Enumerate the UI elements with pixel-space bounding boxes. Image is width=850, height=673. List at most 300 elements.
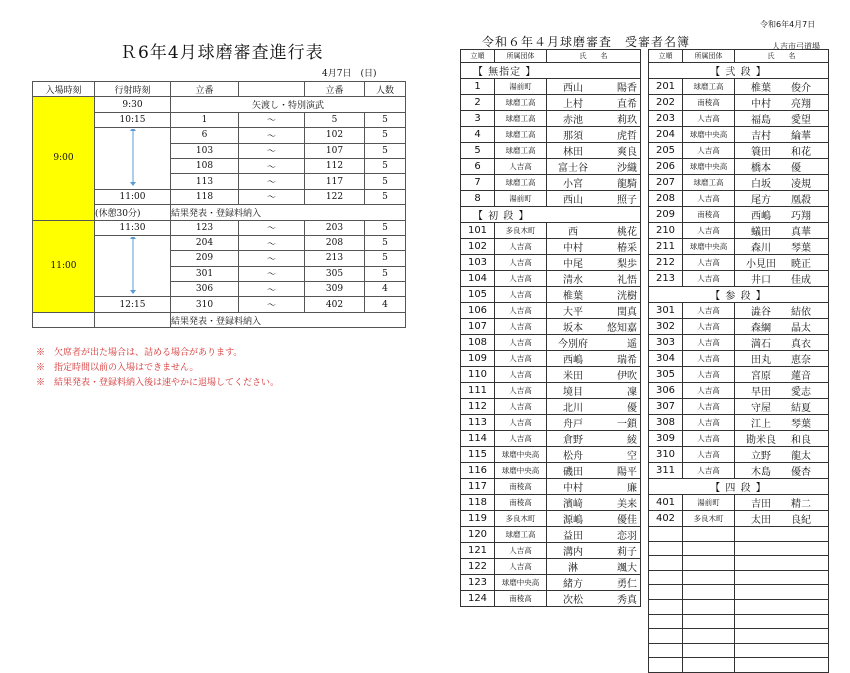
name-cell [547,367,641,383]
org-cell: 人吉高 [683,111,735,127]
name-cell [735,255,829,271]
name-cell [735,95,829,111]
surname: 森川 [751,243,771,254]
name-cell [735,511,829,527]
given-name: 桃花 [617,227,637,238]
tilde-cell: 〜 [239,266,305,281]
empty-cell [649,629,683,644]
tachi-to-cell: 305 [305,266,365,281]
note-line: ※ 結果発表・登録料納入後は速やかに退場してください。 [36,378,280,388]
org-cell: 人吉高 [683,431,735,447]
order-cell: 2 [461,95,495,111]
surname: 吉村 [751,131,771,142]
surname: 木島 [751,467,771,478]
roster-section-row [649,287,829,303]
roster-row [461,239,641,255]
org-cell: 球磨工高 [683,175,735,191]
surname: 中村 [563,483,583,494]
name-cell [735,335,829,351]
order-cell: 206 [649,159,683,175]
shoot-time-cell: (休憩30分) [95,205,171,220]
org-cell: 球磨工高 [495,95,547,111]
surname: 米田 [563,371,583,382]
given-name: 和良 [791,435,811,446]
roster-row [649,399,829,415]
given-name: 凜 [627,387,637,398]
name-cell [547,399,641,415]
given-name: 琴葉 [791,243,811,254]
org-cell: 南稜高 [683,95,735,111]
order-cell: 210 [649,223,683,239]
roster-title: 令和６年４月球磨審査 受審者名簿 [482,35,691,49]
given-name: 綸華 [791,131,811,142]
tachi-from-cell: 310 [171,297,239,312]
name-cell [735,399,829,415]
section-label: 【 参 段 】 [649,287,829,303]
name-cell [547,159,641,175]
empty-cell [649,614,683,629]
roster-header-name: 氏 名 [735,50,829,63]
tachi-to-cell: 309 [305,282,365,297]
roster-empty-row [649,643,829,658]
surname: 立野 [751,451,771,462]
given-name: 沙織 [617,163,637,174]
empty-cell [735,585,829,600]
given-name: 真衣 [791,339,811,350]
name-cell [547,575,641,591]
schedule-row [33,220,406,235]
empty-cell [649,599,683,614]
order-cell: 7 [461,175,495,191]
schedule-header-row [33,82,406,97]
org-cell: 人吉高 [495,303,547,319]
org-cell: 球磨工高 [495,111,547,127]
tachi-to-cell: 208 [305,235,365,250]
tachi-from-cell: 113 [171,174,239,189]
surname: 小見田 [746,259,776,270]
roster-row [649,143,829,159]
org-cell: 南稜高 [495,495,547,511]
name-cell [735,159,829,175]
surname: 蟻田 [751,227,771,238]
roster-row [649,367,829,383]
name-cell [735,111,829,127]
name-cell [735,383,829,399]
tachi-to-cell: 117 [305,174,365,189]
name-cell [547,495,641,511]
surname: 溝内 [563,547,583,558]
order-cell: 310 [649,447,683,463]
org-cell: 南稜高 [495,591,547,607]
schedule-table [32,81,406,328]
span-note-cell: 矢渡し・特別演武 [171,97,406,112]
time-arrow-cell [95,235,171,297]
given-name: 伊吹 [617,371,637,382]
org-cell: 人吉高 [683,223,735,239]
count-cell: 5 [365,251,406,266]
roster-empty-row [649,527,829,542]
given-name: 結夏 [791,403,811,414]
org-cell: 湯前町 [495,191,547,207]
name-cell [735,143,829,159]
roster-empty-row [649,585,829,600]
roster-row [461,543,641,559]
count-cell: 5 [365,220,406,235]
roster-row [649,383,829,399]
count-cell: 5 [365,128,406,143]
surname: 中村 [751,99,771,110]
tachi-from-cell: 209 [171,251,239,266]
count-cell: 5 [365,158,406,173]
order-cell: 311 [649,463,683,479]
name-cell [547,383,641,399]
surname: 西嶋 [751,211,771,222]
given-name: 遥 [627,339,637,350]
count-cell: 5 [365,143,406,158]
empty-cell [683,585,735,600]
section-label: 【 弐 段 】 [649,63,829,79]
tilde-cell: 〜 [239,189,305,204]
org-cell: 人吉高 [683,303,735,319]
empty-cell [735,643,829,658]
tilde-cell: 〜 [239,158,305,173]
roster-row [649,319,829,335]
name-cell [735,191,829,207]
tachi-to-cell: 5 [305,112,365,127]
surname: 橋本 [751,163,771,174]
roster-row [649,447,829,463]
roster-row [461,319,641,335]
order-cell: 305 [649,367,683,383]
schedule-row [33,312,406,327]
surname: 満石 [751,339,771,350]
tilde-cell: 〜 [239,282,305,297]
surname: 舟戸 [563,419,583,430]
header-tachi-to: 立番 [305,82,365,97]
order-cell: 111 [461,383,495,399]
empty-cell [735,614,829,629]
org-cell: 南稜高 [683,207,735,223]
header-entry-time: 入場時刻 [33,82,95,97]
order-cell: 202 [649,95,683,111]
roster-row [461,79,641,95]
given-name: 莉玖 [617,115,637,126]
roster-row [461,351,641,367]
org-cell: 人吉高 [495,431,547,447]
name-cell [547,223,641,239]
surname: 森綱 [751,323,771,334]
given-name: 優 [791,163,801,174]
given-name: 虎哲 [617,131,637,142]
name-cell [547,175,641,191]
shoot-time-cell [95,312,171,327]
org-cell: 人吉高 [683,463,735,479]
given-name: 優佳 [617,515,637,526]
empty-cell [735,599,829,614]
roster-row [649,95,829,111]
tachi-to-cell: 107 [305,143,365,158]
order-cell: 123 [461,575,495,591]
entry-time-cell: 11:00 [33,220,95,312]
roster-row [461,495,641,511]
name-cell [735,271,829,287]
surname: 北川 [563,403,583,414]
empty-cell [683,599,735,614]
order-cell: 110 [461,367,495,383]
surname: 澁谷 [751,307,771,318]
given-name: 結依 [791,307,811,318]
tilde-cell: 〜 [239,174,305,189]
org-cell: 球磨工高 [495,527,547,543]
empty-cell [735,658,829,673]
name-cell [547,79,641,95]
order-cell: 109 [461,351,495,367]
roster-row [461,335,641,351]
name-cell [547,591,641,607]
roster-row [461,399,641,415]
org-cell: 球磨工高 [495,127,547,143]
roster-row [461,191,641,207]
org-cell: 球磨工高 [495,175,547,191]
given-name: 優杏 [791,467,811,478]
name-cell [547,543,641,559]
given-name: 俊介 [791,83,811,94]
order-cell: 104 [461,271,495,287]
name-cell [547,511,641,527]
surname: 田丸 [751,355,771,366]
name-cell [735,303,829,319]
surname: 大平 [563,307,583,318]
org-cell: 球磨中央高 [683,159,735,175]
roster-empty-row [649,556,829,571]
name-cell [735,239,829,255]
org-cell: 人吉高 [683,399,735,415]
order-cell: 103 [461,255,495,271]
given-name: 恋羽 [617,531,637,542]
surname: 吉田 [751,499,771,510]
empty-cell [649,570,683,585]
order-cell: 3 [461,111,495,127]
surname: 今別府 [558,339,588,350]
surname: 西山 [563,83,583,94]
roster-row [649,351,829,367]
roster-row [461,303,641,319]
tilde-cell: 〜 [239,143,305,158]
surname: 小宮 [563,179,583,190]
roster-row [461,447,641,463]
surname: 江上 [751,419,771,430]
roster-section-row [461,207,641,223]
name-cell [547,431,641,447]
roster-row [461,463,641,479]
name-cell [735,447,829,463]
empty-cell [735,541,829,556]
name-cell [735,351,829,367]
surname: 濱﨑 [563,499,583,510]
given-name: 陽香 [617,83,637,94]
given-name: 暁正 [791,259,811,270]
order-cell: 309 [649,431,683,447]
surname: 林田 [563,147,583,158]
org-cell: 球磨中央高 [495,575,547,591]
roster-row [461,159,641,175]
roster-header-row [649,50,829,63]
roster-row [649,495,829,511]
empty-cell [649,585,683,600]
roster-row [649,511,829,527]
roster-row [461,367,641,383]
name-cell [735,463,829,479]
org-cell: 多良木町 [495,511,547,527]
given-name: 秀真 [617,595,637,606]
roster-empty-row [649,614,829,629]
header-count: 人数 [365,82,406,97]
order-cell: 402 [649,511,683,527]
roster-header-name: 氏 名 [547,50,641,63]
name-cell [735,431,829,447]
tilde-cell: 〜 [239,112,305,127]
surname: 勘米良 [746,435,776,446]
org-cell: 人吉高 [495,415,547,431]
name-cell [547,239,641,255]
shoot-time-cell: 11:30 [95,220,171,235]
surname: 早田 [751,387,771,398]
given-name: 愛志 [791,387,811,398]
org-cell: 湯前町 [683,495,735,511]
given-name: 爽良 [617,147,637,158]
name-cell [547,415,641,431]
order-cell: 205 [649,143,683,159]
tachi-from-cell: 6 [171,128,239,143]
down-arrow-icon [129,237,137,295]
empty-cell [649,541,683,556]
tachi-from-cell: 123 [171,220,239,235]
surname: 尾方 [751,195,771,206]
order-cell: 117 [461,479,495,495]
count-cell: 5 [365,174,406,189]
name-cell [735,367,829,383]
tachi-from-cell: 1 [171,112,239,127]
roster-row [649,303,829,319]
surname: 松舟 [563,451,583,462]
given-name: 莉子 [617,547,637,558]
roster-row [649,239,829,255]
tachi-to-cell: 102 [305,128,365,143]
roster-row [461,175,641,191]
order-cell: 213 [649,271,683,287]
roster-row [461,271,641,287]
empty-cell [683,629,735,644]
given-name: 琴葉 [791,419,811,430]
roster-row [461,527,641,543]
given-name: 凰殺 [791,195,811,206]
surname: 西山 [563,195,583,206]
surname: 白坂 [751,179,771,190]
tilde-cell: 〜 [239,220,305,235]
roster-header-org: 所属団体 [495,50,547,63]
given-name: 綾 [627,435,637,446]
given-name: 照子 [617,195,637,206]
empty-cell [683,570,735,585]
empty-cell [649,658,683,673]
order-cell: 101 [461,223,495,239]
roster-section-row [461,63,641,79]
roster-row [649,79,829,95]
shoot-time-cell: 12:15 [95,297,171,312]
name-cell [547,111,641,127]
order-cell: 118 [461,495,495,511]
surname: 境目 [563,387,583,398]
tilde-cell: 〜 [239,128,305,143]
name-cell [547,463,641,479]
order-cell: 1 [461,79,495,95]
surname: 守屋 [751,403,771,414]
roster-row [649,223,829,239]
roster-empty-row [649,570,829,585]
org-cell: 人吉高 [495,559,547,575]
org-cell: 人吉高 [683,335,735,351]
order-cell: 113 [461,415,495,431]
order-cell: 124 [461,591,495,607]
roster-empty-row [649,541,829,556]
time-arrow-cell [95,128,171,190]
given-name: 悠知嘉 [607,323,637,334]
name-cell [547,143,641,159]
name-cell [735,207,829,223]
given-name: 空 [627,451,637,462]
roster-header-org: 所属団体 [683,50,735,63]
org-cell: 人吉高 [683,367,735,383]
given-name: 凌規 [791,179,811,190]
surname: 上村 [563,99,583,110]
given-name: 美来 [617,499,637,510]
roster-row [461,111,641,127]
org-cell: 人吉高 [495,255,547,271]
empty-cell [735,527,829,542]
section-label: 【 初 段 】 [461,207,641,223]
given-name: 礼悟 [617,275,637,286]
surname: 福島 [751,115,771,126]
given-name: 蓮音 [791,371,811,382]
given-name: 龍太 [791,451,811,462]
surname: 次松 [563,595,583,606]
given-name: 龍騎 [617,179,637,190]
org-cell: 人吉高 [683,319,735,335]
order-cell: 108 [461,335,495,351]
roster-header-order: 立順 [649,50,683,63]
roster-organizer: 人吉市弓道場 [772,42,820,51]
org-cell: 球磨中央高 [495,447,547,463]
org-cell: 多良木町 [683,511,735,527]
name-cell [547,127,641,143]
section-label: 【 無指定 】 [461,63,641,79]
given-name: 廉 [627,483,637,494]
surname: 那須 [563,131,583,142]
order-cell: 301 [649,303,683,319]
empty-cell [735,629,829,644]
surname: 椎葉 [563,291,583,302]
order-cell: 6 [461,159,495,175]
empty-cell [735,570,829,585]
org-cell: 人吉高 [683,143,735,159]
given-name: 真華 [791,227,811,238]
order-cell: 203 [649,111,683,127]
surname: 益田 [563,531,583,542]
roster-row [461,575,641,591]
order-cell: 201 [649,79,683,95]
surname: 坂本 [563,323,583,334]
roster-table-right [648,49,829,673]
